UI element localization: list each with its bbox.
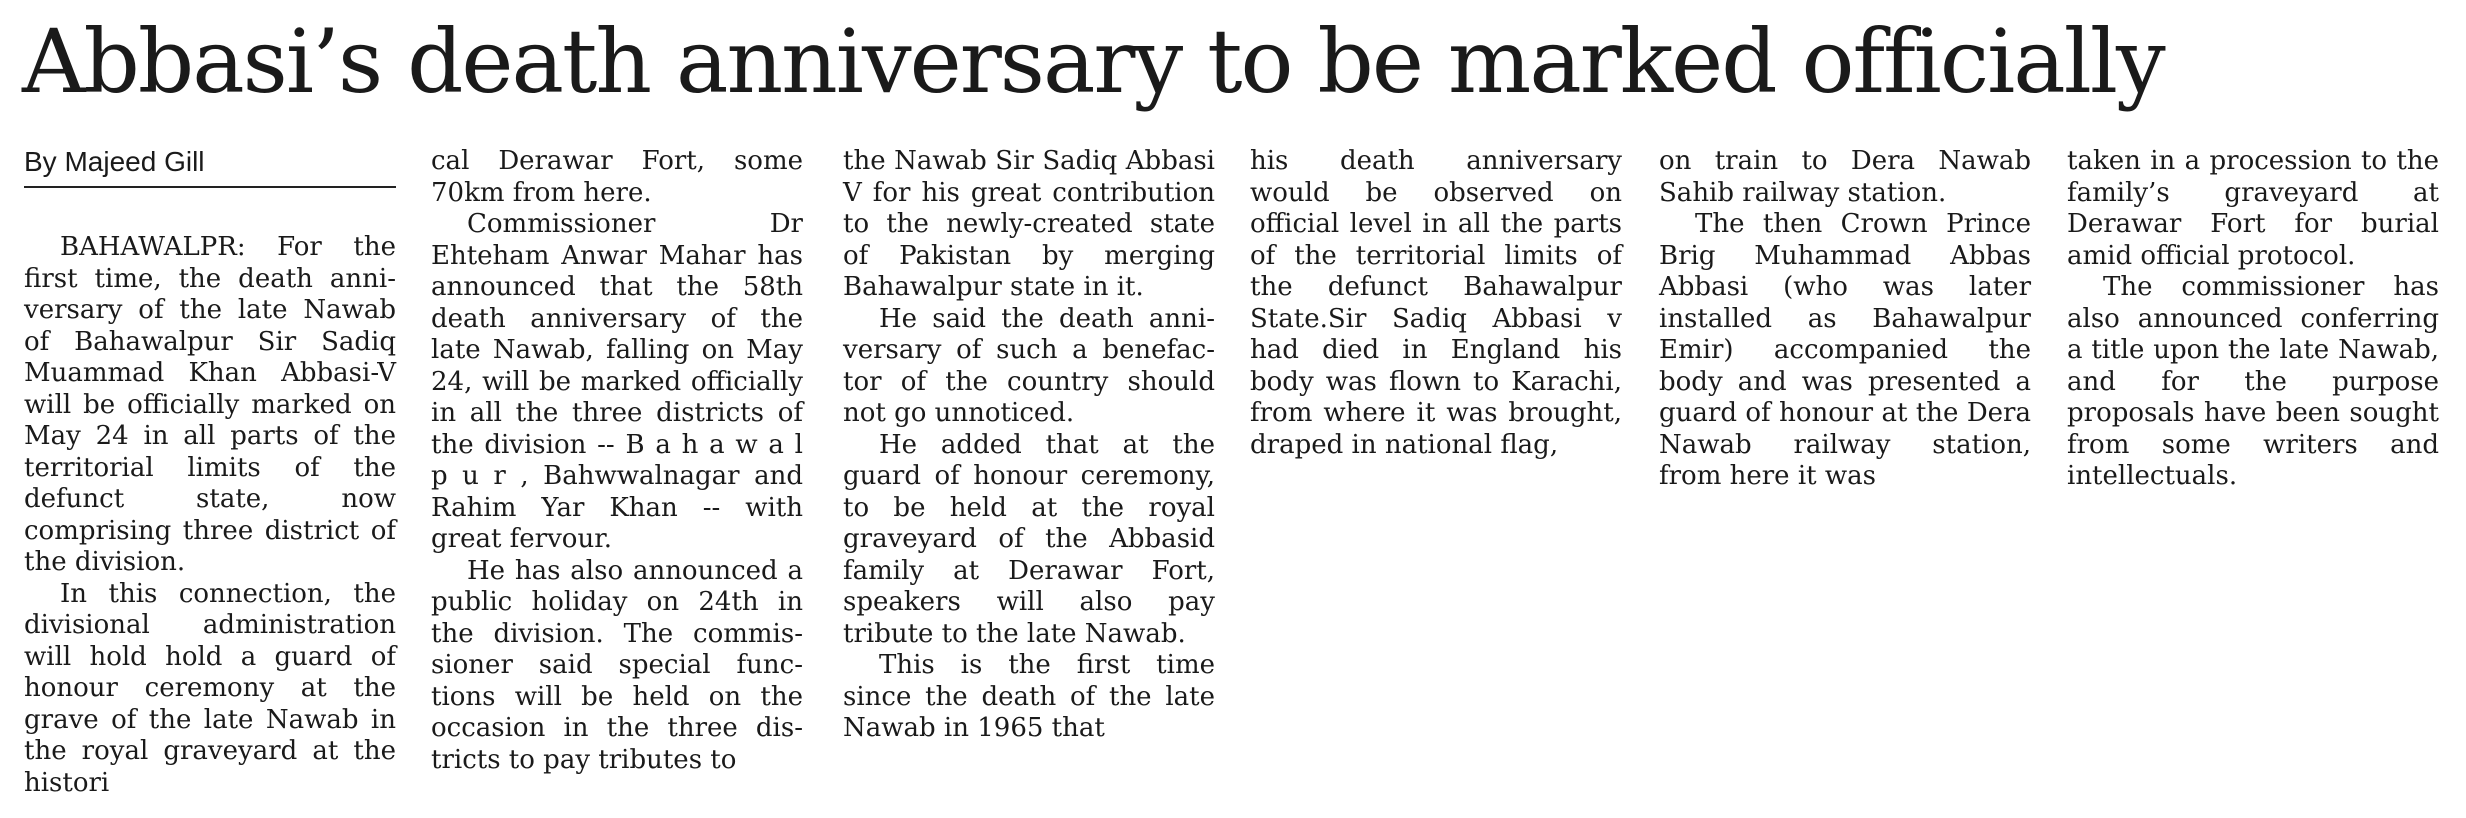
paragraph: BAHAWALPR: For the first time, the death anniversary of the late Nawab of Bahawalpur Sir Sadiq Muammad Khan Abbasi-V will be officially marked on May 24 in all parts of the territorial limits of the defunct state, now comprising three district of the division. [24, 232, 396, 577]
paragraph-continued: cal Derawar Fort, some 70km from here. [431, 146, 803, 208]
paragraph: In this connection, the divisional administration will hold hold a guard of honour ceremony at the grave of the late Nawab in the royal graveyard at the histori [24, 578, 396, 798]
paragraph: He added that at the guard of honour ceremony, to be held at the royal graveyard of the Abbasid family at Derawar Fort, speakers will also pay tribute to the late Nawab. [843, 429, 1215, 649]
paragraph: The then Crown Prince Brig Muhammad Abbas Abbasi (who was later installed as Bahawalpur Emir) accompanied the body and was presented a guard of honour at the Dera Nawab railway station, from here it was [1659, 209, 2031, 491]
article-column-4 [1250, 146, 1622, 461]
headline: Abbasi’s death anniversary to be marked officially [22, 10, 2164, 113]
paragraph: This is the first time since the death of the late Nawab in 1965 that [843, 650, 1215, 743]
paragraph-continued: taken in a procession to the family’s graveyard at Derawar Fort for burial amid official protocol. [2067, 146, 2439, 271]
article-column-3 [843, 146, 1215, 745]
paragraph-continued: on train to Dera Nawab Sahib railway station. [1659, 146, 2031, 208]
paragraph: Commissioner Dr Ehteham Anwar Mahar has announced that the 58th death anniversary of the late Nawab, falling on May 24, will be marked officially in all the three districts of the division -- B a h a w a l p u r , Bahwwalnagar and Rahim Yar Khan -- with great fervour. [431, 209, 803, 554]
byline: By Majeed Gill [24, 146, 396, 188]
article-column-5 [1659, 146, 2031, 493]
article-column-6 [2067, 146, 2439, 493]
paragraph: The commissioner has also announced conferring a title upon the late Nawab, and for the purpose proposals have been sought from some writers and intellectuals. [2067, 272, 2439, 491]
article-column-1 [24, 146, 396, 799]
paragraph: He has also announced a public holiday on 24th in the division. The commissioner said special functions will be held on the occasion in the three districts to pay tributes to [431, 555, 803, 775]
paragraph-continued: his death anniversary would be observed on official level in all the parts of the territorial limits of the defunct Bahawalpur State.Sir Sadiq Abbasi v had died in England his body was flown to Karachi, from where it was brought, draped in national flag, [1250, 146, 1622, 460]
paragraph-continued: the Nawab Sir Sadiq Abbasi V for his great contribution to the newly-created state of Pakistan by merging Bahawalpur state in it. [843, 146, 1215, 302]
article-column-2 [431, 146, 803, 776]
paragraph: He said the death anniversary of such a benefactor of the country should not go unnoticed. [843, 303, 1215, 428]
